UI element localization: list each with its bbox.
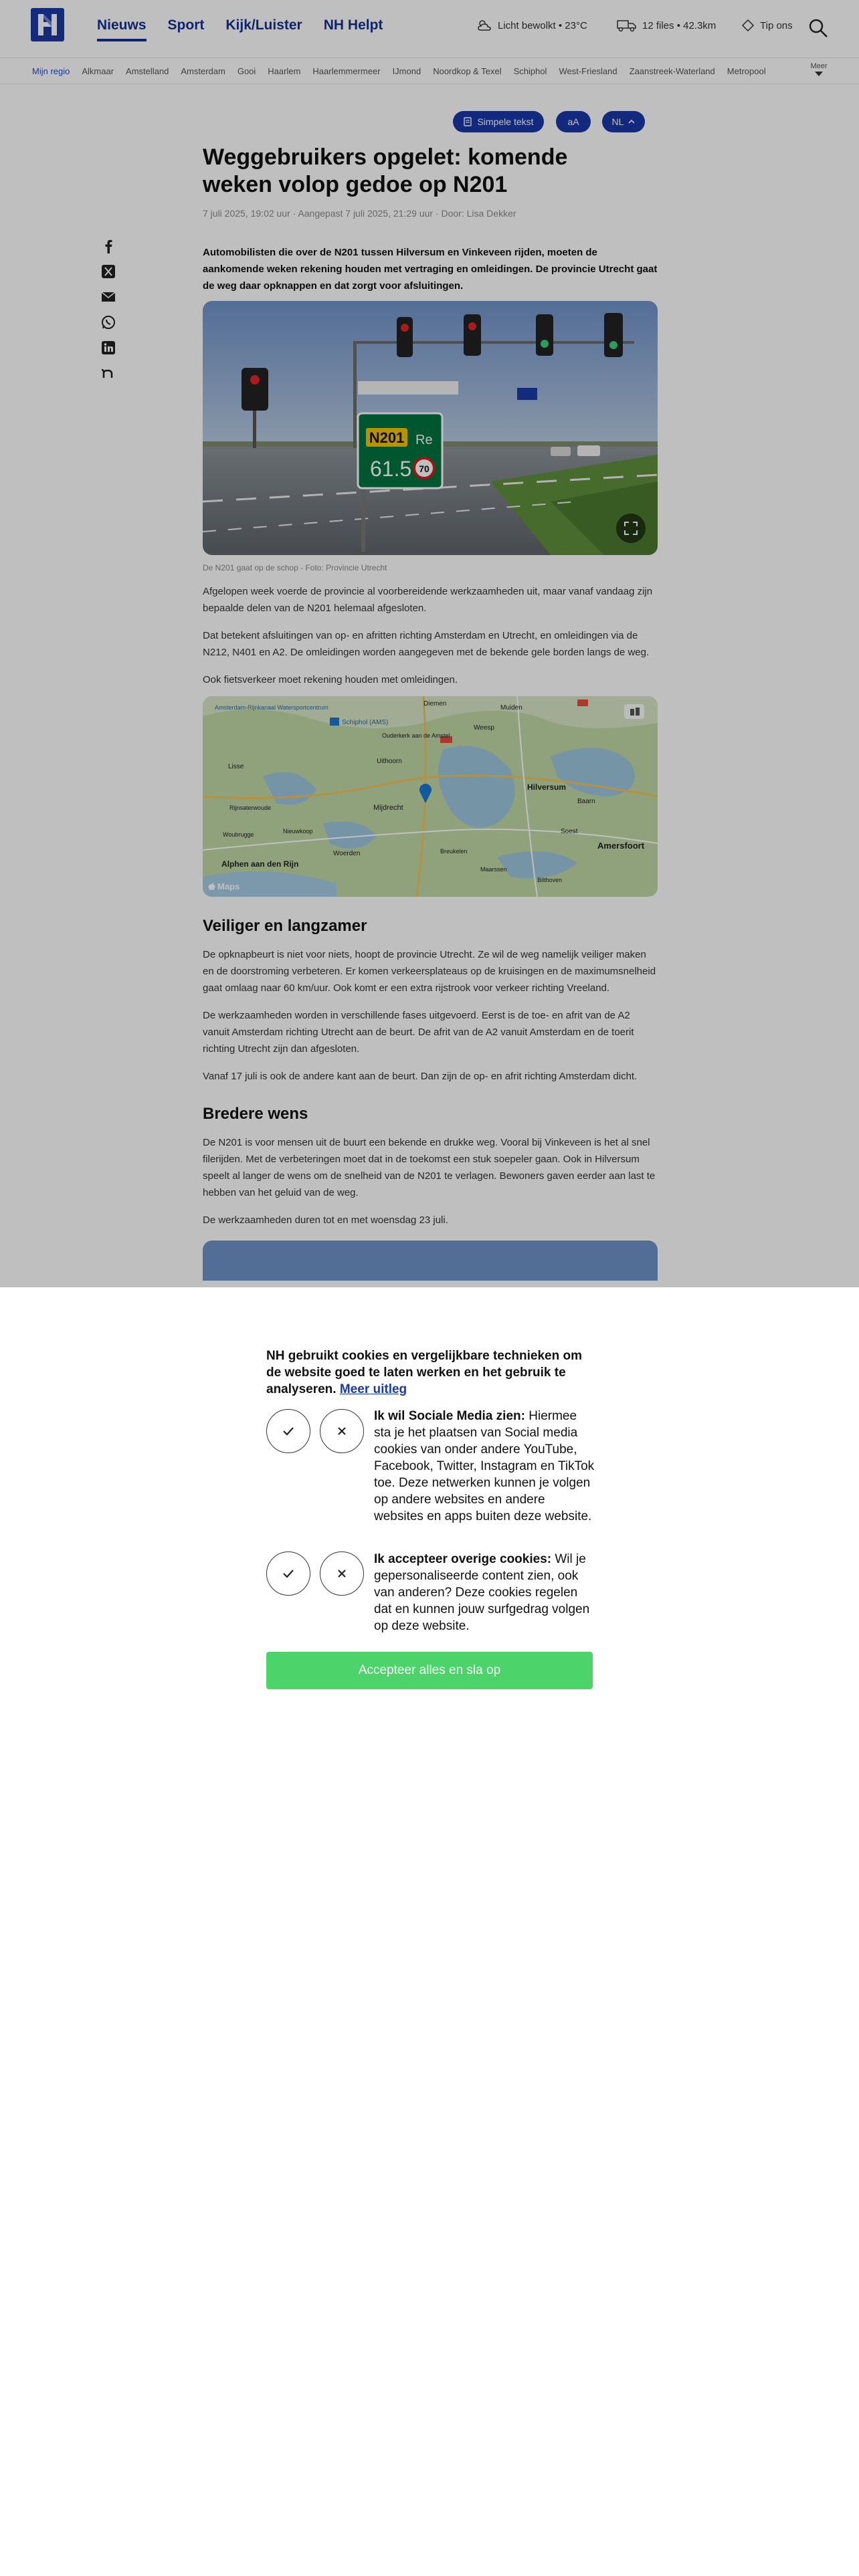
other-cookies-description: Wil je gepersonaliseerde content zien, ook van anderen? Deze cookies regelen dat en kunnen jouw surfgedrag volgen op deze website. (374, 1552, 590, 1633)
map-label-breukelen: Breukelen (440, 848, 468, 855)
region-alkmaar[interactable]: Alkmaar (82, 66, 114, 76)
region-gooi[interactable]: Gooi (237, 66, 256, 76)
cookie-consent-panel (0, 1287, 859, 2576)
other-cookies-text (374, 1551, 595, 1634)
traffic-text: 12 files • 42.3km (642, 19, 717, 31)
map-label-amersfoort: Amersfoort (597, 841, 645, 851)
map-label-muiden: Muiden (500, 704, 522, 712)
accept-all-button[interactable]: Accepteer alles en sla op (266, 1652, 593, 1689)
region-ijmond[interactable]: IJmond (392, 66, 421, 76)
region-amstelland[interactable]: Amstelland (126, 66, 169, 76)
other-cookies-title: Ik accepteer overige cookies: (374, 1552, 552, 1566)
article-title: Weggebruikers opgelet: komende weken volop gedoe op N201 (203, 144, 568, 197)
social-media-choice (266, 1409, 364, 1453)
paragraph-1: Afgelopen week voerde de provincie al voorbereidende werkzaamheden uit, maar vanaf vandaag zijn bepaalde delen van de N201 helemaal afgesloten. (203, 586, 653, 614)
more-label: Meer (810, 62, 828, 70)
nav-nh-helpt[interactable]: NH Helpt (323, 17, 383, 33)
article-meta: 7 juli 2025, 19:02 uur · Aangepast 7 juli 2025, 21:29 uur · Door: Lisa Dekker (203, 208, 516, 219)
other-decline-button[interactable] (320, 1551, 364, 1596)
paragraph-4: De opknapbeurt is niet voor niets, hoopt de provincie Utrecht. Ze wil de weg namelijk veiliger maken en de doorstroming verbeteren. Er komen verkeersplateaus op de kruisingen en de maximumsnelheid gaat omlaag naar 60 km/uur. Ook komt er een extra rijstrook voor verkeer richting Vreeland. (203, 949, 656, 994)
other-accept-button[interactable] (266, 1551, 310, 1596)
map-label-alphen: Alphen aan den Rijn (221, 859, 299, 869)
paragraph-8: De werkzaamheden duren tot en met woensdag 23 juli. (203, 1214, 448, 1226)
cookie-intro-text: NH gebruikt cookies en vergelijkbare technieken om de website goed te laten werken en het gebruik te analyseren. (266, 1349, 582, 1396)
map-label-maarssen: Maarssen (480, 866, 507, 873)
map-label-diemen: Diemen (423, 700, 447, 708)
heading-veiliger: Veiliger en langzamer (203, 917, 367, 935)
map-label-mijdrecht: Mijdrecht (373, 804, 403, 812)
region-metropool[interactable]: Metropool (727, 66, 766, 76)
map-label-rijnkanaal: Amsterdam-Rijnkanaal Watersportcentrum (215, 704, 328, 711)
map-label-woubrugge: Woubrugge (223, 831, 254, 838)
sign-km: 61.5 (370, 457, 412, 481)
other-cookies-choice (266, 1551, 364, 1596)
region-noordkop-texel[interactable]: Noordkop & Texel (433, 66, 502, 76)
social-media-text (374, 1408, 595, 1525)
sign-road-number: N201 (369, 429, 405, 446)
region-mijn-regio[interactable]: Mijn regio (32, 66, 70, 76)
region-west-friesland[interactable]: West-Friesland (559, 66, 617, 76)
paragraph-6: Vanaf 17 juli is ook de andere kant aan de beurt. Dan zijn de op- en afrit richting Amsterdam dicht. (203, 1071, 638, 1082)
font-size-label: aA (567, 116, 579, 127)
region-haarlem[interactable]: Haarlem (268, 66, 301, 76)
social-media-description: Hiermee sta je het plaatsen van Social media cookies van onder andere YouTube, Facebook, Twitter, Instagram en TikTok toe. Deze netwerken kunnen je volgen op andere websites en andere websites en apps buiten deze website. (374, 1409, 595, 1523)
social-media-title: Ik wil Sociale Media zien: (374, 1409, 525, 1423)
map-label-lisse: Lisse (228, 763, 244, 770)
map-label-hilversum: Hilversum (527, 782, 567, 792)
social-accept-button[interactable] (266, 1409, 310, 1453)
nav-sport[interactable]: Sport (167, 17, 205, 33)
map-label-uithoorn: Uithoorn (377, 758, 402, 765)
maps-label: Maps (217, 881, 240, 891)
region-haarlemmermeer[interactable]: Haarlemmermeer (312, 66, 381, 76)
social-decline-button[interactable] (320, 1409, 364, 1453)
map-label-schiphol: Schiphol (AMS) (342, 719, 389, 726)
map-label-nieuwkoop: Nieuwkoop (283, 828, 313, 835)
region-zaanstreek-waterland[interactable]: Zaanstreek-Waterland (629, 66, 715, 76)
sign-direction: Re (415, 433, 433, 447)
paragraph-5: De werkzaamheden worden in verschillende fases uitgevoerd. Eerst is de toe- en afrit van de A2 vanuit Amsterdam richting Utrecht aan de beurt. De afrit van de A2 vanuit Amsterdam en de toerit richting Utrecht zijn dan afgesloten. (203, 1010, 634, 1055)
image-caption: De N201 gaat op de schop - Foto: Provincie Utrecht (203, 563, 387, 572)
paragraph-3: Ook fietsverkeer moet rekening houden met omleidingen. (203, 674, 458, 685)
close-icon (337, 1569, 347, 1578)
modal-backdrop[interactable] (0, 0, 859, 1287)
simple-text-label: Simpele tekst (477, 116, 534, 127)
close-icon (337, 1426, 347, 1436)
map-label-soest: Soest (561, 828, 578, 835)
map-label-woerden: Woerden (333, 850, 361, 857)
tip-ons-label: Tip ons (760, 19, 793, 31)
paragraph-7: De N201 is voor mensen uit de buurt een bekende en drukke weg. Vooral bij Vinkeveen is het al snel filerijden. Met de verbeteringen moet dat in de toekomst een stuk soepeler gaan. Ook in Hilversum speelt al langer de wens om de snelheid van de N201 te verlagen. Bewoners gaven eerder aan last te hebben van het geluid van de weg. (203, 1137, 656, 1198)
article-lead: Automobilisten die over de N201 tussen Hilversum en Vinkeveen rijden, moeten de aankomende weken rekening houden met vertraging en omleidingen. De provincie Utrecht gaat de weg daar opknappen en dat zorgt voor afsluitingen. (203, 247, 658, 292)
cookie-more-info-link[interactable]: Meer uitleg (339, 1382, 407, 1396)
check-icon (282, 1426, 294, 1436)
map-label-weesp: Weesp (474, 724, 494, 732)
check-icon (282, 1569, 294, 1578)
sign-speed: 70 (419, 463, 430, 474)
weather-text: Licht bewolkt • 23°C (498, 19, 587, 31)
language-label: NL (611, 116, 624, 127)
nav-nieuws[interactable]: Nieuws (97, 17, 147, 41)
heading-bredere-wens: Bredere wens (203, 1105, 308, 1123)
map-label-ouderkerk: Ouderkerk aan de Amstel (382, 732, 450, 739)
map-label-baarn: Baarn (577, 798, 595, 805)
paragraph-2: Dat betekent afsluitingen van op- en afritten richting Amsterdam en Utrecht, en omleidingen via de N212, N401 en A2. De omleidingen worden aangegeven met de bekende gele borden langs de weg. (203, 630, 650, 658)
cookie-intro (266, 1348, 594, 1398)
region-schiphol[interactable]: Schiphol (513, 66, 547, 76)
region-amsterdam[interactable]: Amsterdam (181, 66, 225, 76)
nav-kijk-luister[interactable]: Kijk/Luister (225, 17, 302, 33)
map-label-bilthoven: Bilthoven (537, 877, 563, 883)
map-label-rijnsaterwoude: Rijnsaterwoude (229, 804, 272, 811)
